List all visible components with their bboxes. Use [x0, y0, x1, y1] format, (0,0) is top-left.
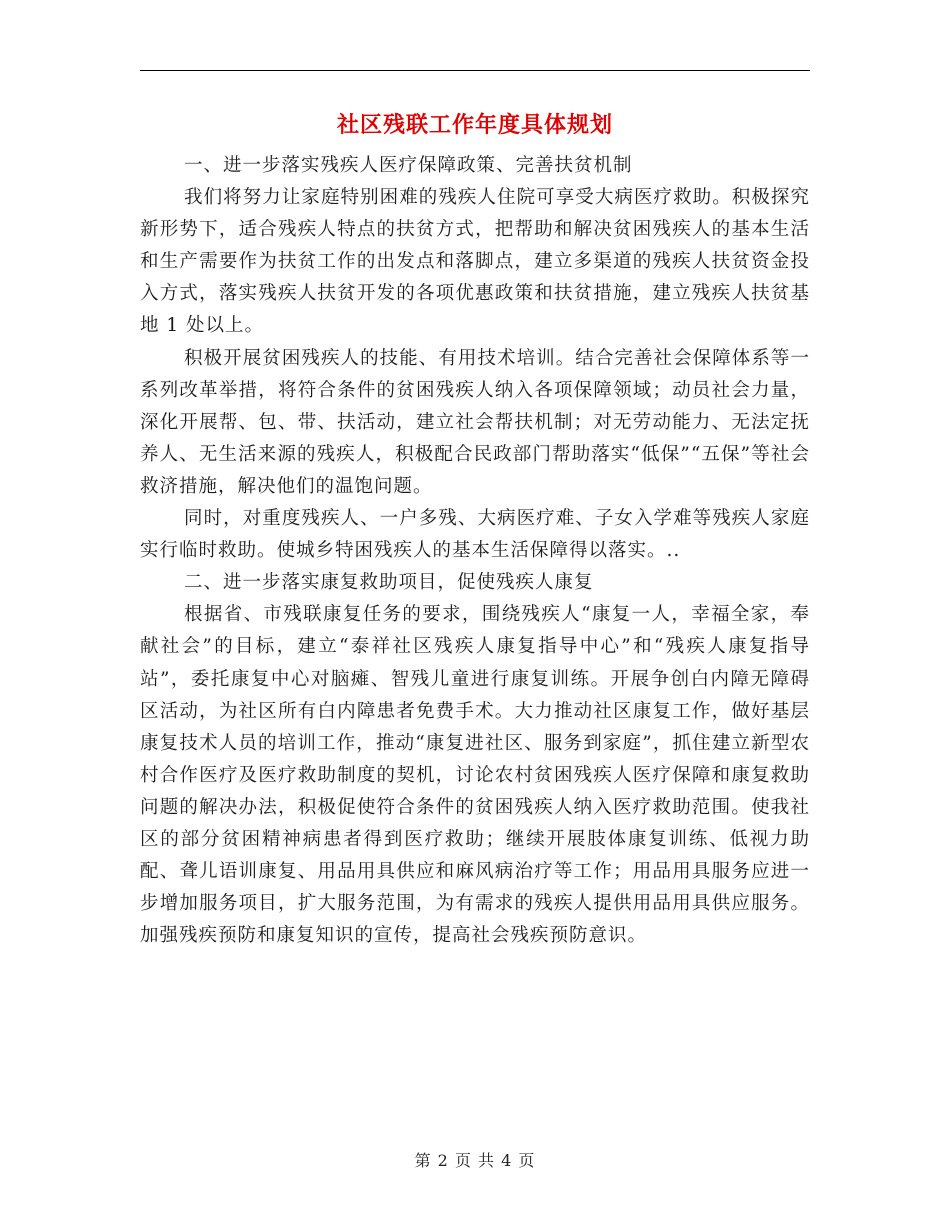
paragraph: 积极开展贫困残疾人的技能、有用技术培训。结合完善社会保障体系等一系列改革举措，将符合条件的贫困残疾人纳入各项保障领域；动员社会力量，深化开展帮、包、带、扶活动，建立社会帮扶机制；对无劳动能力、无法定抚养人、无生活来源的残疾人，积极配合民政部门帮助落实“低保”“五保”等社会救济措施，解决他们的温饱问题。: [140, 347, 810, 497]
document-body: [140, 150, 810, 952]
page-number-footer: 第 2 页 共 4 页: [414, 1151, 536, 1170]
paragraph: 我们将努力让家庭特别困难的残疾人住院可享受大病医疗救助。积极探究新形势下，适合残疾人特点的扶贫方式，把帮助和解决贫困残疾人的基本生活和生产需要作为扶贫工作的出发点和落脚点，建立多渠道的残疾人扶贫资金投入方式，落实残疾人扶贫开发的各项优惠政策和扶贫措施，建立残疾人扶贫基地 1 处以上。: [140, 187, 810, 337]
header-rule: [140, 70, 810, 71]
section-heading-2: 二、进一步落实康复救助项目，促使残疾人康复: [184, 572, 594, 594]
section-heading-1: 一、进一步落实残疾人医疗保障政策、完善扶贫机制: [184, 155, 633, 176]
document-title: 社区残联工作年度具体规划: [336, 112, 613, 138]
paragraph: 根据省、市残联康复任务的要求，围绕残疾人“康复一人，幸福全家，奉献社会”的目标，建立“泰祥社区残疾人康复指导中心”和“残疾人康复指导站”，委托康复中心对脑瘫、智残儿童进行康复训练。开展争创白内障无障碍区活动，为社区所有白内障患者免费手术。大力推动社区康复工作，做好基层康复技术人员的培训工作，推动“康复进社区、服务到家庭”，抓住建立新型农村合作医疗及医疗救助制度的契机，讨论农村贫困残疾人医疗保障和康复救助问题的解决办法，积极促使符合条件的贫困残疾人纳入医疗救助范围。使我社区的部分贫困精神病患者得到医疗救助；继续开展肢体康复训练、低视力助配、聋儿语训康复、用品用具供应和麻风病治疗等工作；用品用具服务应进一步增加服务项目，扩大服务范围，为有需求的残疾人提供用品用具供应服务。加强残疾预防和康复知识的宣传，提高社会残疾预防意识。: [140, 604, 810, 947]
paragraph: 同时，对重度残疾人、一户多残、大病医疗难、子女入学难等残疾人家庭实行临时救助。使城乡特困残疾人的基本生活保障得以落实。..: [140, 508, 810, 562]
